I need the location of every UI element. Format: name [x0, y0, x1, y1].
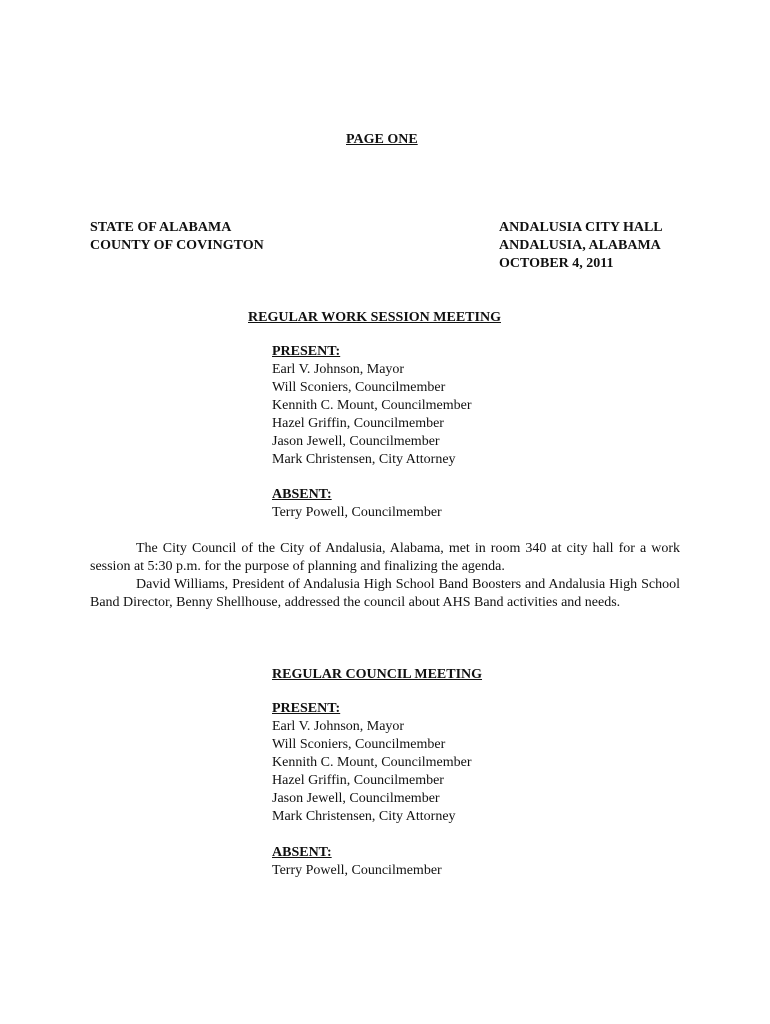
- present-heading: PRESENT:: [272, 344, 341, 359]
- place-label: ANDALUSIA CITY HALL: [499, 220, 663, 235]
- page-heading: PAGE ONE: [346, 132, 418, 147]
- council-meeting-absent: [272, 844, 442, 880]
- attendee-name: Jason Jewell, Councilmember: [272, 434, 440, 449]
- paragraph-text: David Williams, President of Andalusia High School Band Boosters and Andalusia High School Band Director, Benny Shellhouse, addressed the council about AHS Band activities and needs.: [90, 577, 680, 610]
- attendee-name: Kennith C. Mount, Councilmember: [272, 398, 472, 413]
- attendee-name: Earl V. Johnson, Mayor: [272, 719, 405, 734]
- meeting-date: OCTOBER 4, 2011: [499, 256, 614, 271]
- paragraph-text: The City Council of the City of Andalusia, Alabama, met in room 340 at city hall for a work session at 5:30 p.m. for the purpose of planning and finalizing the agenda.: [90, 541, 680, 574]
- absent-heading: ABSENT:: [272, 845, 332, 860]
- attendee-name: Kennith C. Mount, Councilmember: [272, 755, 472, 770]
- county-label: COUNTY OF COVINGTON: [90, 238, 264, 253]
- absent-heading: ABSENT:: [272, 487, 332, 502]
- absentee-name: Terry Powell, Councilmember: [272, 505, 442, 520]
- work-session-absent: [272, 486, 442, 522]
- attendee-name: Hazel Griffin, Councilmember: [272, 416, 444, 431]
- minutes-paragraph: [90, 576, 680, 612]
- attendee-name: Mark Christensen, City Attorney: [272, 809, 456, 824]
- attendee-name: Jason Jewell, Councilmember: [272, 791, 440, 806]
- attendee-name: Mark Christensen, City Attorney: [272, 452, 456, 467]
- state-label: STATE OF ALABAMA: [90, 220, 232, 235]
- city-label: ANDALUSIA, ALABAMA: [499, 238, 661, 253]
- work-session-present: [272, 343, 471, 469]
- location-right: [499, 219, 663, 273]
- present-heading: PRESENT:: [272, 701, 341, 716]
- attendee-name: Earl V. Johnson, Mayor: [272, 362, 405, 377]
- attendee-name: Will Sconiers, Councilmember: [272, 380, 446, 395]
- attendee-name: Will Sconiers, Councilmember: [272, 737, 446, 752]
- location-left: [90, 219, 264, 255]
- council-meeting-present: [272, 700, 471, 826]
- absentee-name: Terry Powell, Councilmember: [272, 863, 442, 878]
- council-meeting-title: REGULAR COUNCIL MEETING: [272, 667, 483, 682]
- attendee-name: Hazel Griffin, Councilmember: [272, 773, 444, 788]
- work-session-title: REGULAR WORK SESSION MEETING: [248, 310, 501, 325]
- minutes-paragraph: [90, 540, 680, 576]
